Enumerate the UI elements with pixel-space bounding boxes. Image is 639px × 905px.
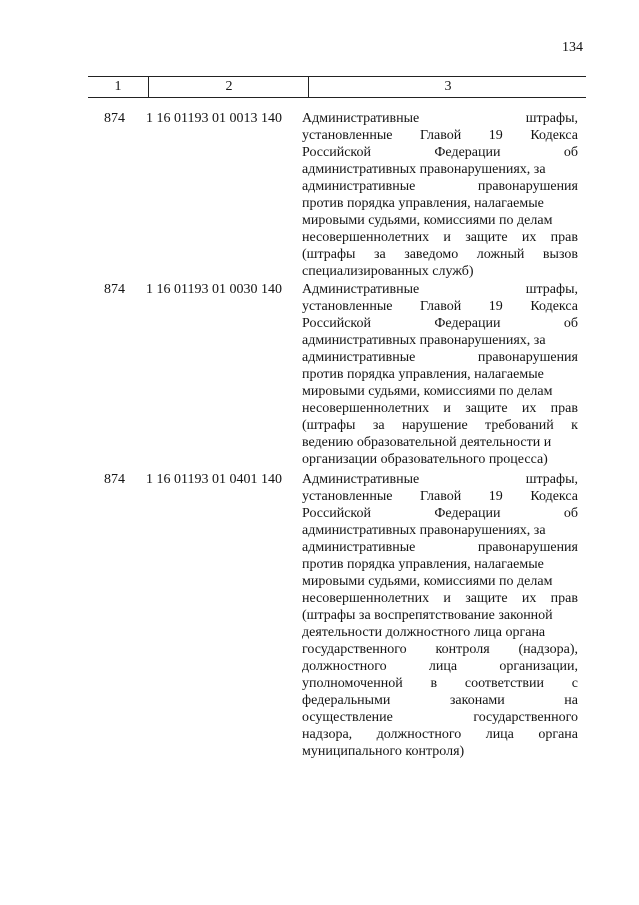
description-line [302, 471, 578, 488]
description-word: с [571, 676, 578, 691]
description-word: должностного [376, 727, 462, 742]
description-line [302, 366, 578, 383]
description-word: их [521, 591, 537, 606]
admin-code: 874 [104, 111, 125, 126]
description-word: Российской [302, 506, 371, 521]
description-word: защите [465, 230, 508, 245]
revenue-description [302, 110, 578, 280]
description-line [302, 590, 578, 607]
admin-code: 874 [104, 282, 125, 297]
description-word: установленные [302, 128, 393, 143]
description-word: к [571, 418, 578, 433]
description-line [302, 505, 578, 522]
description-line [302, 726, 578, 743]
description-word: осуществление [302, 710, 393, 725]
description-word: 19 [488, 489, 503, 504]
budget-classification-code: 1 16 01193 01 0030 140 [146, 282, 282, 297]
description-word: лица [428, 659, 458, 674]
description-word: ведению образовательной деятельности и [302, 435, 552, 450]
description-line [302, 641, 578, 658]
description-word: штрафы, [525, 472, 578, 487]
description-word: несовершеннолетних [302, 591, 430, 606]
description-word: специализированных служб) [302, 264, 474, 279]
description-word: административных правонарушениях, за [302, 333, 546, 348]
description-word: федеральными [302, 693, 391, 708]
description-word: Административные [302, 111, 420, 126]
description-word: Кодекса [530, 299, 578, 314]
description-word: несовершеннолетних [302, 401, 430, 416]
description-word: соответствии [464, 676, 545, 691]
description-line [302, 229, 578, 246]
description-word: Кодекса [530, 489, 578, 504]
description-word: об [563, 506, 578, 521]
header-col-3: 3 [308, 77, 587, 97]
description-line [302, 298, 578, 315]
description-word: Кодекса [530, 128, 578, 143]
description-word: административные [302, 179, 416, 194]
description-line [302, 624, 578, 641]
description-word: Главой [420, 128, 462, 143]
description-word: Федерации [434, 145, 501, 160]
description-word: об [563, 145, 578, 160]
description-line [302, 539, 578, 556]
description-line [302, 178, 578, 195]
description-word: Российской [302, 316, 371, 331]
description-word: (штрафы за воспрепятствование законной [302, 608, 553, 623]
description-word: административных правонарушениях, за [302, 523, 546, 538]
description-line [302, 607, 578, 624]
description-line [302, 110, 578, 127]
description-word: требований [485, 418, 554, 433]
description-word: Главой [420, 299, 462, 314]
description-word: за [372, 418, 385, 433]
description-word: их [521, 401, 537, 416]
description-word: административные [302, 350, 416, 365]
description-word: (штрафы [302, 418, 356, 433]
description-word: прав [550, 401, 578, 416]
description-word: в [430, 676, 438, 691]
description-word: Федерации [434, 316, 501, 331]
description-line [302, 349, 578, 366]
description-word: за [373, 247, 386, 262]
description-line [302, 675, 578, 692]
description-line [302, 434, 578, 451]
description-line [302, 383, 578, 400]
description-word: прав [550, 230, 578, 245]
description-line [302, 144, 578, 161]
description-word: и [443, 230, 451, 245]
description-word: муниципального контроля) [302, 744, 465, 759]
description-word: и [443, 401, 451, 416]
description-word: уполномоченной [302, 676, 403, 691]
description-word: (штрафы [302, 247, 356, 262]
revenue-description [302, 281, 578, 468]
description-line [302, 488, 578, 505]
description-line [302, 246, 578, 263]
description-word: их [521, 230, 537, 245]
description-word: административных правонарушениях, за [302, 162, 546, 177]
description-word: и [443, 591, 451, 606]
description-line [302, 127, 578, 144]
description-word: несовершеннолетних [302, 230, 430, 245]
description-word: установленные [302, 489, 393, 504]
description-word: (надзора), [518, 642, 578, 657]
description-word: мировыми судьями, комиссиями по делам [302, 213, 553, 228]
description-word: 19 [488, 299, 503, 314]
description-word: организации, [499, 659, 578, 674]
description-word: Федерации [434, 506, 501, 521]
description-line [302, 692, 578, 709]
description-word: лица [485, 727, 514, 742]
description-word: защите [465, 401, 508, 416]
description-word: заведомо [404, 247, 459, 262]
description-line [302, 743, 578, 760]
description-word: государственного [473, 710, 578, 725]
description-word: правонарушения [477, 350, 578, 365]
description-line [302, 161, 578, 178]
header-col-1: 1 [114, 79, 122, 94]
description-line [302, 263, 578, 280]
description-word: Административные [302, 472, 420, 487]
description-word: против порядка управления, налагаемые [302, 557, 544, 572]
description-word: против порядка управления, налагаемые [302, 367, 544, 382]
header-col-2: 2 [148, 77, 309, 97]
description-line [302, 212, 578, 229]
description-word: государственного [302, 642, 407, 657]
description-word: установленные [302, 299, 393, 314]
description-word: ложный [476, 247, 525, 262]
description-word: штрафы, [525, 111, 578, 126]
description-word: нарушение [401, 418, 468, 433]
budget-classification-code: 1 16 01193 01 0013 140 [146, 111, 282, 126]
description-line [302, 573, 578, 590]
description-word: штрафы, [525, 282, 578, 297]
description-line [302, 332, 578, 349]
description-word: прав [550, 591, 578, 606]
revenue-description [302, 471, 578, 760]
description-line [302, 522, 578, 539]
description-word: правонарушения [477, 179, 578, 194]
description-word: мировыми судьями, комиссиями по делам [302, 574, 553, 589]
description-word: контроля [435, 642, 490, 657]
description-line [302, 195, 578, 212]
admin-code: 874 [104, 472, 125, 487]
description-word: правонарушения [477, 540, 578, 555]
description-word: Административные [302, 282, 420, 297]
description-word: 19 [488, 128, 503, 143]
description-word: об [563, 316, 578, 331]
description-line [302, 281, 578, 298]
table-header [88, 76, 586, 98]
description-word: надзора, [302, 727, 353, 742]
description-line [302, 556, 578, 573]
description-word: Главой [420, 489, 462, 504]
page-number: 134 [562, 40, 583, 55]
description-line [302, 315, 578, 332]
description-word: Российской [302, 145, 371, 160]
description-word: вызов [542, 247, 578, 262]
description-word: организации образовательного процесса) [302, 452, 548, 467]
description-word: должностного [302, 659, 387, 674]
description-word: мировыми судьями, комиссиями по делам [302, 384, 553, 399]
budget-classification-code: 1 16 01193 01 0401 140 [146, 472, 282, 487]
description-line [302, 417, 578, 434]
description-word: против порядка управления, налагаемые [302, 196, 544, 211]
description-word: на [564, 693, 578, 708]
description-line [302, 658, 578, 675]
description-word: законами [449, 693, 505, 708]
description-word: деятельности должностного лица органа [302, 625, 546, 640]
description-word: органа [538, 727, 578, 742]
description-word: административные [302, 540, 416, 555]
description-word: защите [465, 591, 508, 606]
description-line [302, 400, 578, 417]
description-line [302, 451, 578, 468]
description-line [302, 709, 578, 726]
